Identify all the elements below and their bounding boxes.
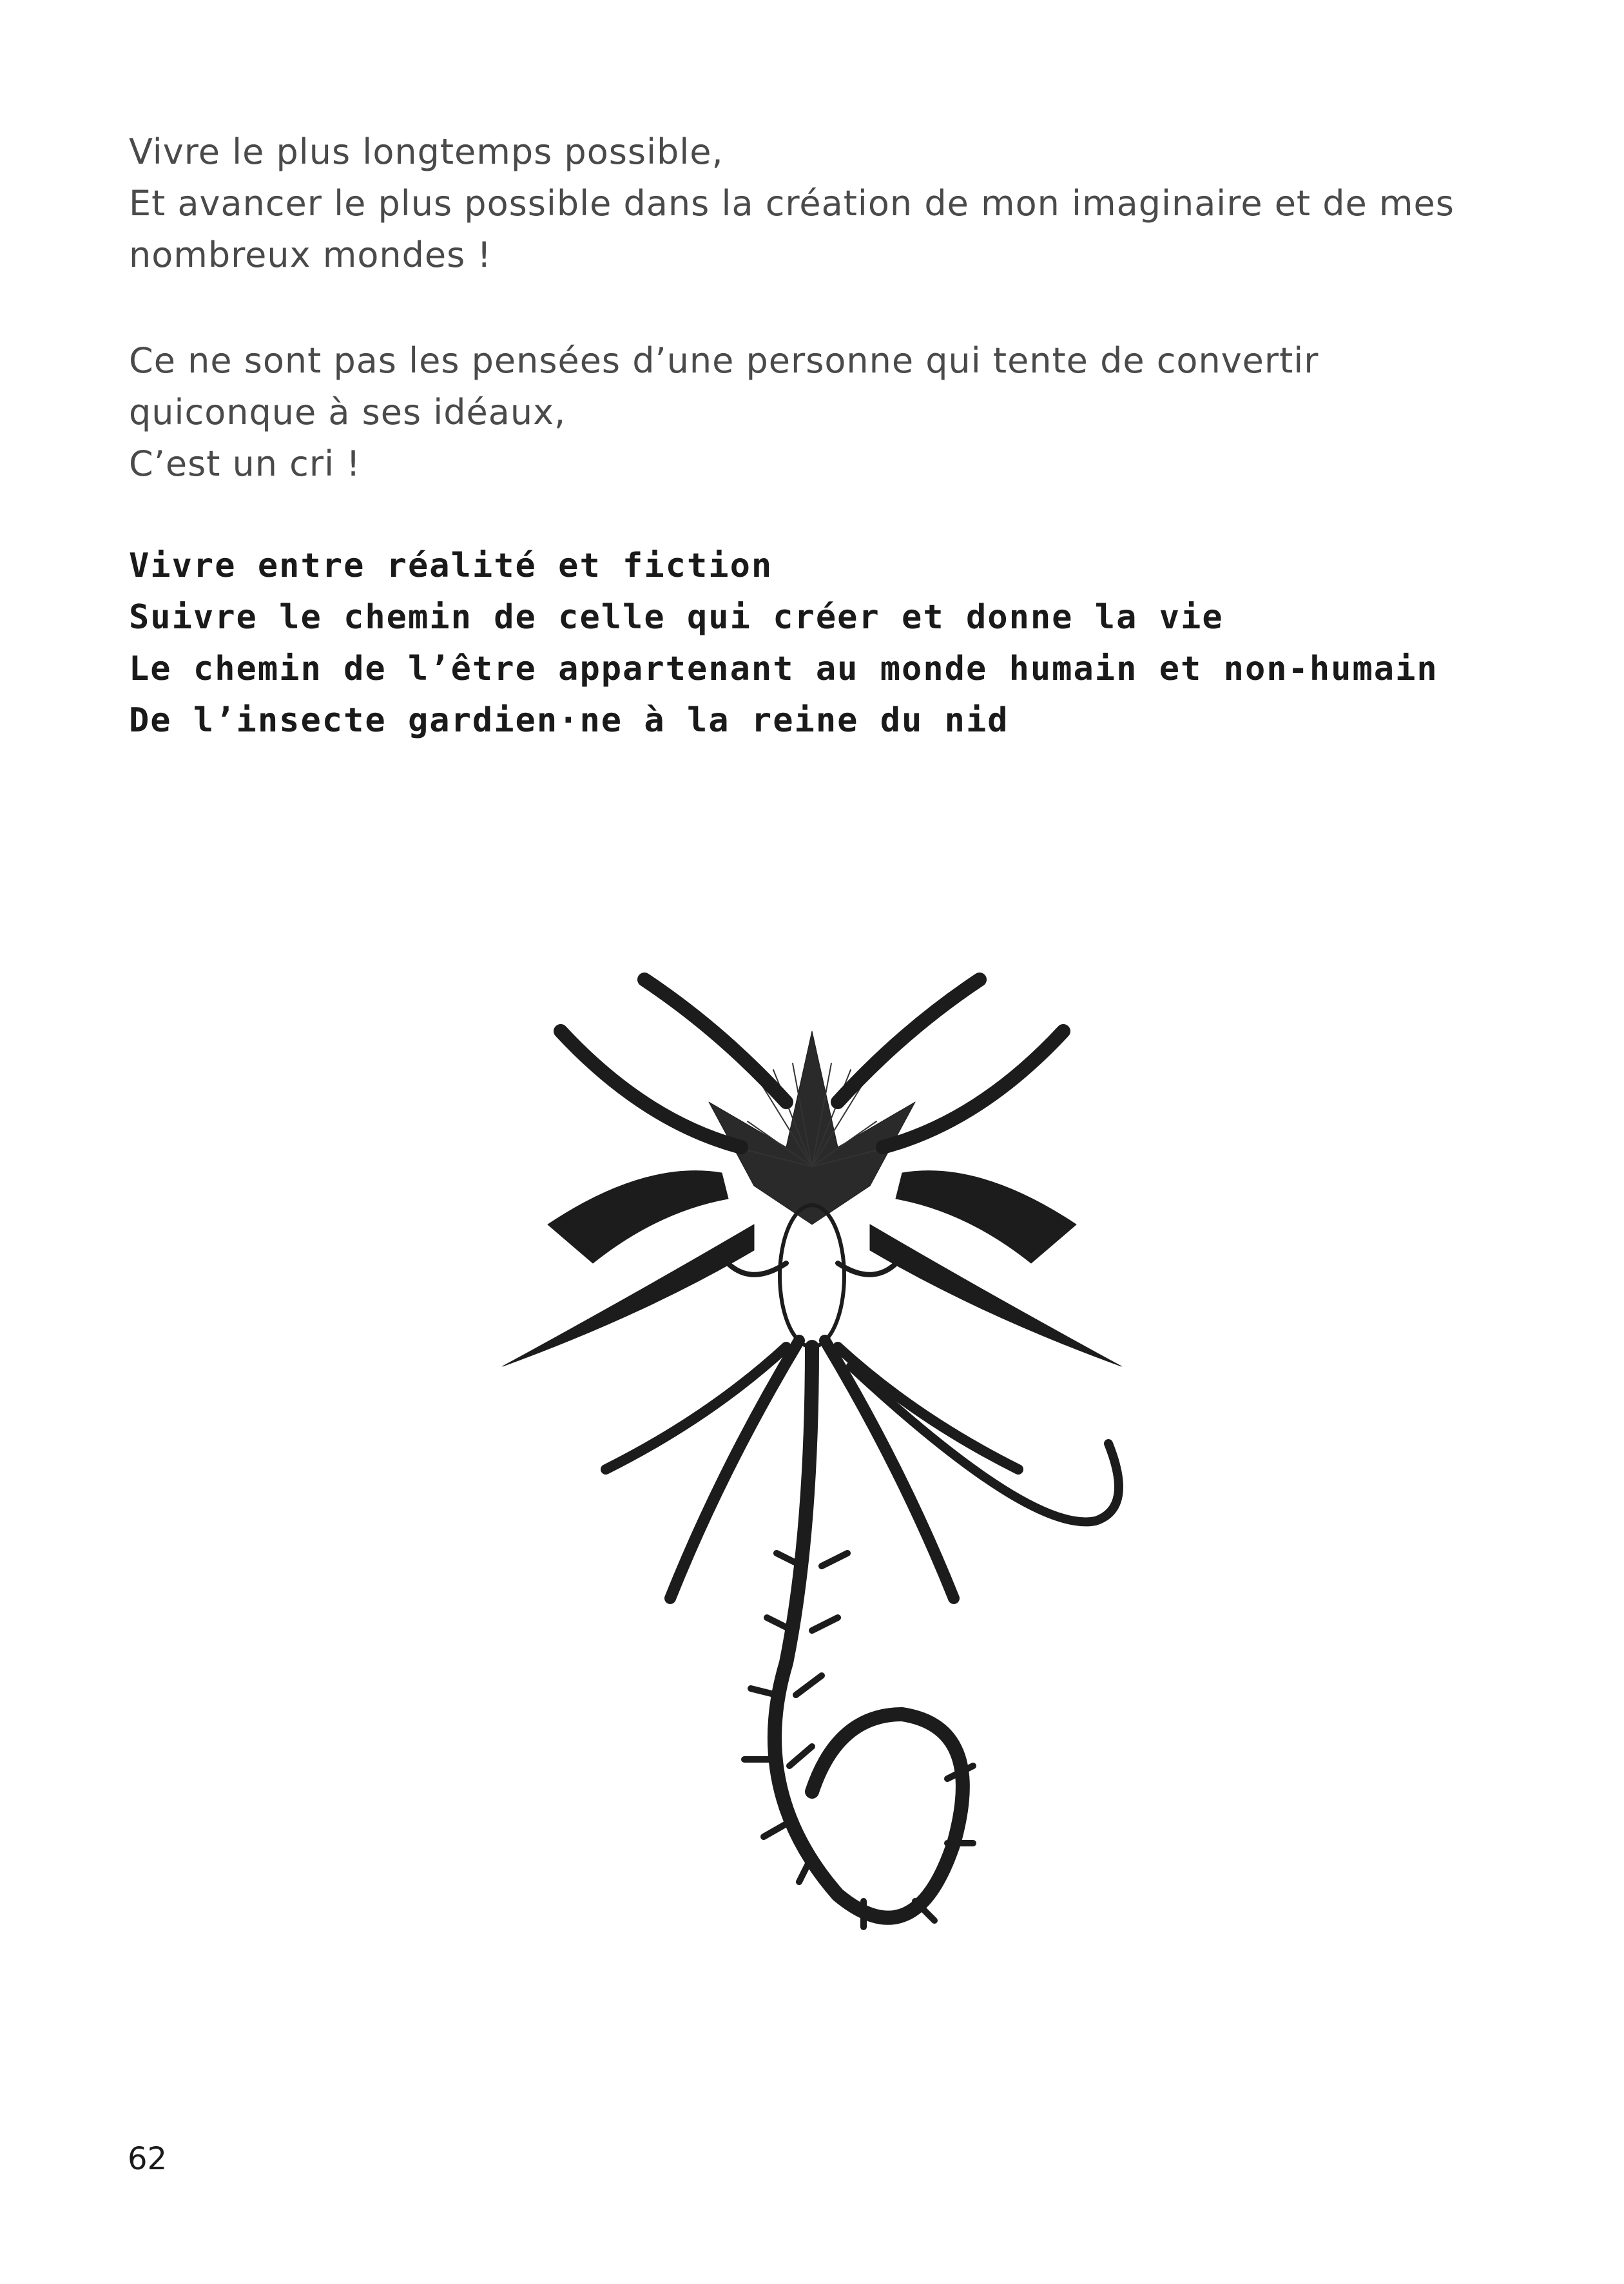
text-line: Vivre le plus longtemps possible,: [129, 131, 724, 172]
text-line: Et avancer le plus possible dans la création de mon imaginaire et de mes nombreux mondes !: [129, 183, 1455, 275]
text-line: Vivre entre réalité et fiction: [129, 547, 773, 585]
paragraph-2: [129, 335, 1456, 490]
text-line: Suivre le chemin de celle qui créer et donne la vie: [129, 598, 1224, 637]
text-line: C’est un cri !: [129, 443, 361, 484]
page-number: 62: [128, 2141, 168, 2177]
text-line: De l’insecte gardien·ne à la reine du nid: [129, 701, 1009, 740]
text-line: Le chemin de l’être appartenant au monde humain et non-humain: [129, 650, 1438, 688]
paragraph-1: [129, 126, 1456, 281]
text-line: Ce ne sont pas les pensées d’une personne qui tente de convertir quiconque à ses idéaux,: [129, 340, 1319, 432]
paragraph-3-stylized: [129, 540, 1456, 746]
insect-creature-drawing-icon: [451, 954, 1173, 2011]
